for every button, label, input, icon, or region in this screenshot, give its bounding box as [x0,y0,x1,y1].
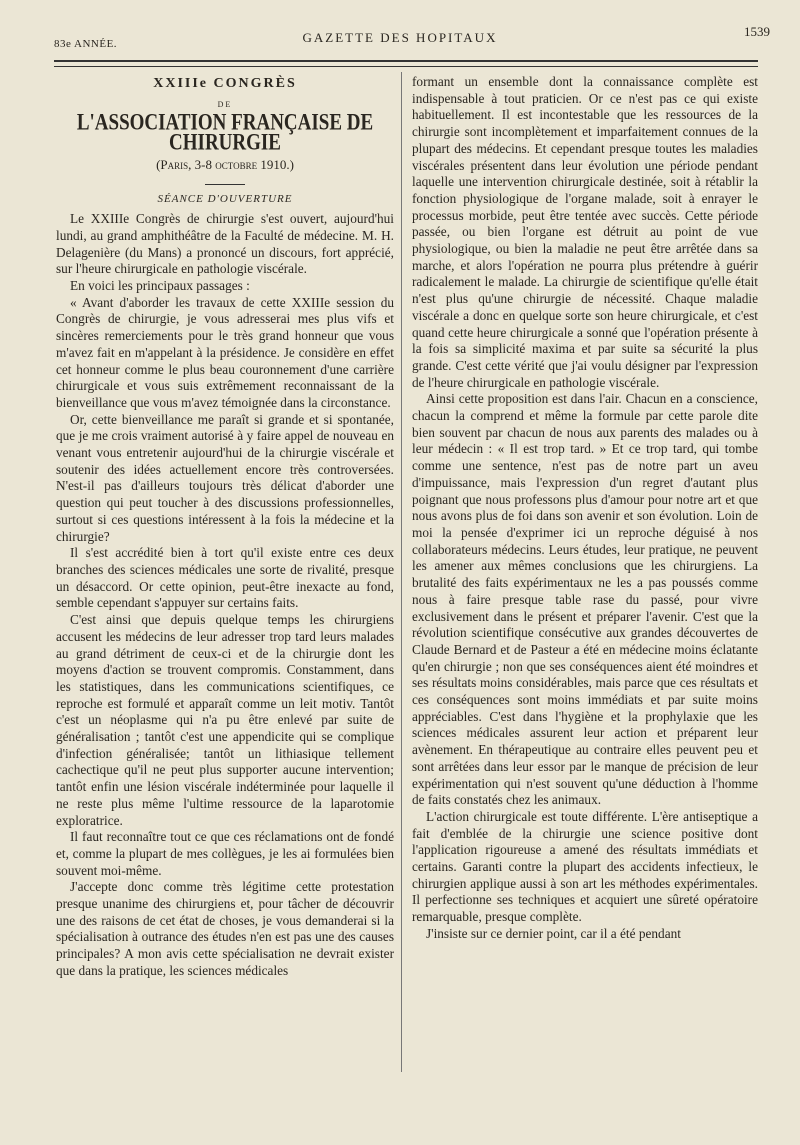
journal-title: GAZETTE DES HOPITAUX [302,30,498,45]
congress-title: XXIIIe CONGRÈS [153,76,297,91]
edition-label: 83e ANNÉE. [54,38,118,50]
paragraph: Il s'est accrédité bien à tort qu'il existe entre ces deux branches des sciences médicales une sorte de rivalité, presque un désaccord. Or cette opinion, peut-être inexacte au fond, semble cependant s'appuyer sur certains faits. [56,545,394,611]
article-heading [56,76,394,207]
paragraph: Ainsi cette proposition est dans l'air. Chacun en a conscience, chacun la comprend et même la formule par cette parole dite bien souvent par chacun de nous aux parents des malades ou à leur médecin : « Il est trop tard. » Et ce trop tard, qui tombe comme une sentence, n'est pas de notre part un aveu d'impuissance, mais l'expression d'un regret d'autant plus poignant que nous professons plus d'amour pour notre art et que nous avons plus de foi dans son avenir et son évolution. Loin de moi la pensée d'exprimer ici un reproche déguisé à nos collaborateurs médecins. Leurs études, leur pratique, ne peuvent les amener aux mêmes conclusions que les chirurgiens. La brutalité des faits expérimentaux ne les a pas poussés comme nous à faire presque table rase du passé, pour vivre exclusivement dans le présent et préparer l'avenir. C'est que la révolution scientifique consécutive aux grandes découvertes de Claude Bernard et de Pasteur a été en médecine moins éclatante qu'en chirurgie ; non que ses conséquences aient été moindres et ses résultats moins considérables, mais parce que ces résultats et ces conséquences sont moins immédiats et par suite moins appréciables. C'est dans l'hygiène et la prophylaxie que les sciences médicales assurent leur action et préparent leur avènement. En thérapeutique au contraire elles peuvent peu et sont arrêtées dans leur essor par le manque de précision de leur expérimentation qui n'est souvent qu'une déduction à l'homme de faits constatés chez les animaux. [412,391,758,808]
paragraph: J'accepte donc comme très légitime cette protestation presque unanime des chirurgiens et, pour tâcher de découvrir une des raisons de cet état de choses, je vous demanderai si la spécialisation à outrance des études n'en est pas une des causes principales? A mon avis cette spécialisation ne devrait exister que dans la pratique, les sciences médicales [56,879,394,978]
paragraph: En voici les principaux passages : [70,278,250,294]
paragraph: « Avant d'aborder les travaux de cette XXIIIe session du Congrès de chirurgie, je vous adresserai mes plus vifs et sincères remerciements pour le très grand honneur que vous m'avez fait en m'appelant à la présidence. Je considère en effet cet honneur comme le plus beau couronnement d'une carrière chirurgicale et vous suis extrêmement reconnaissant de la bienveillance que vous m'avez témoignée dans la circonstance. [56,294,394,410]
paragraph: Le XXIIIe Congrès de chirurgie s'est ouvert, aujourd'hui lundi, au grand amphithéâtre de la Faculté de médecine. M. H. Delagenière (du Mans) a prononcé un discours, fort apprécié, sur l'heure chirurgicale en pathologie viscérale. [56,211,394,277]
paragraph: C'est ainsi que depuis quelque temps les chirurgiens accusent les médecins de leur adresser trop tard leurs malades au grand détriment de ceux-ci et de la chirurgie dont les moyens d'action se trouvent compromis. Constamment, dans les statistiques, dans les communications scientifiques, ce reproche est formulé et apparaît comme un leit motiv. Tantôt c'est un néoplasme qui n'a pu être enlevé par suite de généralisation ; tantôt c'est une appendicite qui se complique d'infection généralisée; tantôt un lithiasique tellement cachectique qu'il ne peut plus supporter aucune intervention; tantôt enfin une lésion viscérale indéterminée pour laquelle il ne reste plus même l'ultime ressource de la laparotomie exploratrice. [56,612,394,828]
right-column [412,74,758,943]
association-title: L'ASSOCIATION FRANÇAISE DE CHIRURGIE [76,110,374,156]
title-rule [205,184,245,185]
header-rule-thin [54,66,758,67]
session-title: SÉANCE D'OUVERTURE [157,192,293,205]
header-rule [54,60,758,62]
paragraph: formant un ensemble dont la connaissance complète est indispensable à tout praticien. Or ce n'est pas ce qui existe habituellement. Il est incontestable que les ressources de la chirurgie sont incomplètement et imparfaitement connues de la plupart des médecins. Et cependant presque toutes les maladies viscérales présentent dans leur évolution une période pendant laquelle une intervention chirurgicale destinée, soit à rétablir la fonction physiologique de l'organe malade, soit à enrayer le processus morbide, peut être tentée avec succès. Cette période passée, ou bien l'organe est détruit au point de vue physiologique, ou bien la maladie ne peut être arrêtée dans sa marche, et alors l'opération ne pourra plus prétendre à guérir radicalement le malade. La chirurgie de scientifique qu'elle était n'est plus qu'une chirurgie de nécessité. Chaque maladie viscérale a donc en quelque sorte son heure chirurgicale, et c'est quand cette heure chirurgicale a sonné que l'opération présente à la fois sa simplicité maxima et par suite sa sécurité la plus grande. C'est cette vérité que j'ai voulu désigner par l'expression de l'heure chirurgicale en pathologie viscérale. [412,74,758,390]
column-separator [401,72,402,1072]
place-date: (Paris, 3-8 octobre 1910.) [156,156,294,172]
paragraph: J'insiste sur ce dernier point, car il a été pendant [426,925,681,941]
paragraph: Il faut reconnaître tout ce que ces réclamations ont de fondé et, comme la plupart de mes collègues, je les ai formulées bien souvent moi-même. [56,829,394,878]
paragraph: Or, cette bienveillance me paraît si grande et si spontanée, que je me crois vraiment autorisé à y faire appel de nouveau en venant vous entretenir aujourd'hui de la chirurgie viscérale et soutenir des idées actuellement encore très controversées. N'est-il pas d'ailleurs toujours très délicat d'aborder une question qui peut toucher à des discussions professionnelles, surtout si ces questions intéressent à la fois la médecine et la chirurgie? [56,411,394,544]
title-de: DE [217,99,233,109]
page-number: 1539 [744,24,770,39]
left-column [56,74,394,980]
paragraph: L'action chirurgicale est toute différente. L'ère antiseptique a fait d'emblée de la chirurgie une science positive dont l'application rigoureuse a amené des résultats immédiats et certains. Garanti contre la plupart des accidents infectieux, le chirurgien applique aussi à son art les méthodes expérimentales. Il perfectionne ses techniques et acquiert une sûreté opératoire remarquable, presque complète. [412,808,758,925]
